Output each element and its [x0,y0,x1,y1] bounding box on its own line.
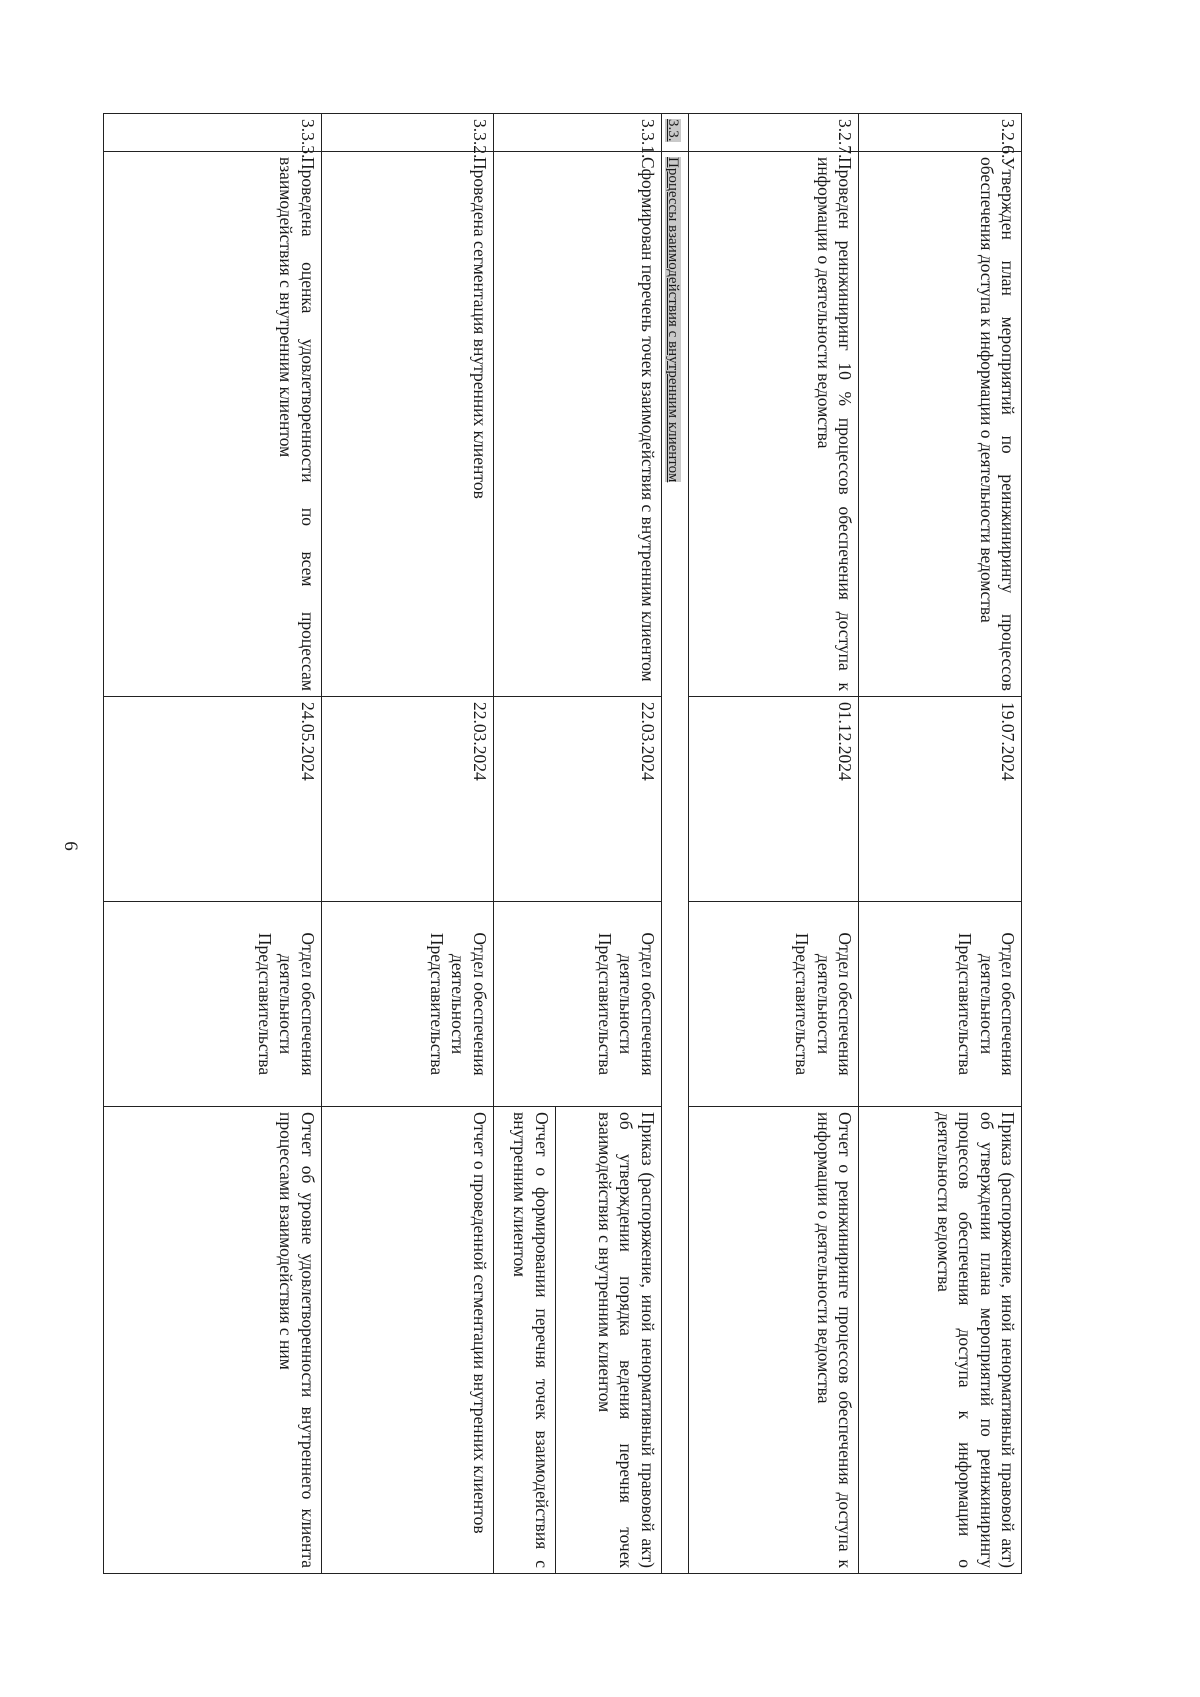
responsible-cell: Отдел обеспечения деятельности Представительства [321,902,493,1107]
table-row [859,114,1022,1574]
task-cell: Утвержден план мероприятий по реинжинирингу процессов обеспечения доступа к информации о деятельности ведомства [859,152,1022,697]
section-header-row [661,114,688,1574]
responsible-cell: Отдел обеспечения деятельности Представительства [493,902,661,1107]
deadline-cell: 22.03.2024 [493,697,661,902]
result-cell: Отчет о формировании перечня точек взаимодействия с внутренним клиентом [493,1107,555,1574]
task-cell: Проведена оценка удовлетворенности по всем процессам взаимодействия с внутренним клиентом [103,152,321,697]
table-row [555,114,661,1574]
deadline-cell: 19.07.2024 [859,697,1022,902]
row-number: 3.3.1. [493,114,661,152]
rotated-table-wrapper [117,113,1022,1573]
row-number: 3.2.7. [689,114,859,152]
result-cell: Приказ (распоряжение, иной ненормативный правовой акт) об утверждении плана мероприятий по реинжинирингу процессов обеспечения доступа к информации о деятельности ведомства [859,1107,1022,1574]
table-row [321,114,493,1574]
page-number: 6 [60,841,81,851]
result-cell: Отчет об уровне удовлетворенности внутреннего клиента процессами взаимодействия с ним [103,1107,321,1574]
result-cell: Отчет о проведенной сегментации внутренних клиентов [321,1107,493,1574]
section-title: Процессы взаимодействия с внутренним клиентом [661,152,688,1574]
row-number: 3.3.2. [321,114,493,152]
row-number: 3.2.6. [859,114,1022,152]
deadline-cell: 24.05.2024 [103,697,321,902]
responsible-cell: Отдел обеспечения деятельности Представительства [103,902,321,1107]
responsible-cell: Отдел обеспечения деятельности Представительства [689,902,859,1107]
section-number: 3.3. [661,114,688,152]
responsible-cell: Отдел обеспечения деятельности Представительства [859,902,1022,1107]
task-cell: Проведен реинжиниринг 10 % процессов обеспечения доступа к информации о деятельности ведомства [689,152,859,697]
row-number: 3.3.3. [103,114,321,152]
task-cell: Проведена сегментация внутренних клиентов [321,152,493,697]
result-cell: Отчет о реинжиниринге процессов обеспечения доступа к информации о деятельности ведомства [689,1107,859,1574]
task-cell: Сформирован перечень точек взаимодействия с внутренним клиентом [493,152,661,697]
deadline-cell: 22.03.2024 [321,697,493,902]
activity-plan-table [103,113,1022,1574]
deadline-cell: 01.12.2024 [689,697,859,902]
table-row [103,114,321,1574]
table-row [689,114,859,1574]
result-cell: Приказ (распоряжение, иной ненормативный правовой акт) об утверждении порядка ведения перечня точек взаимодействия с внутренним клиентом [555,1107,661,1574]
